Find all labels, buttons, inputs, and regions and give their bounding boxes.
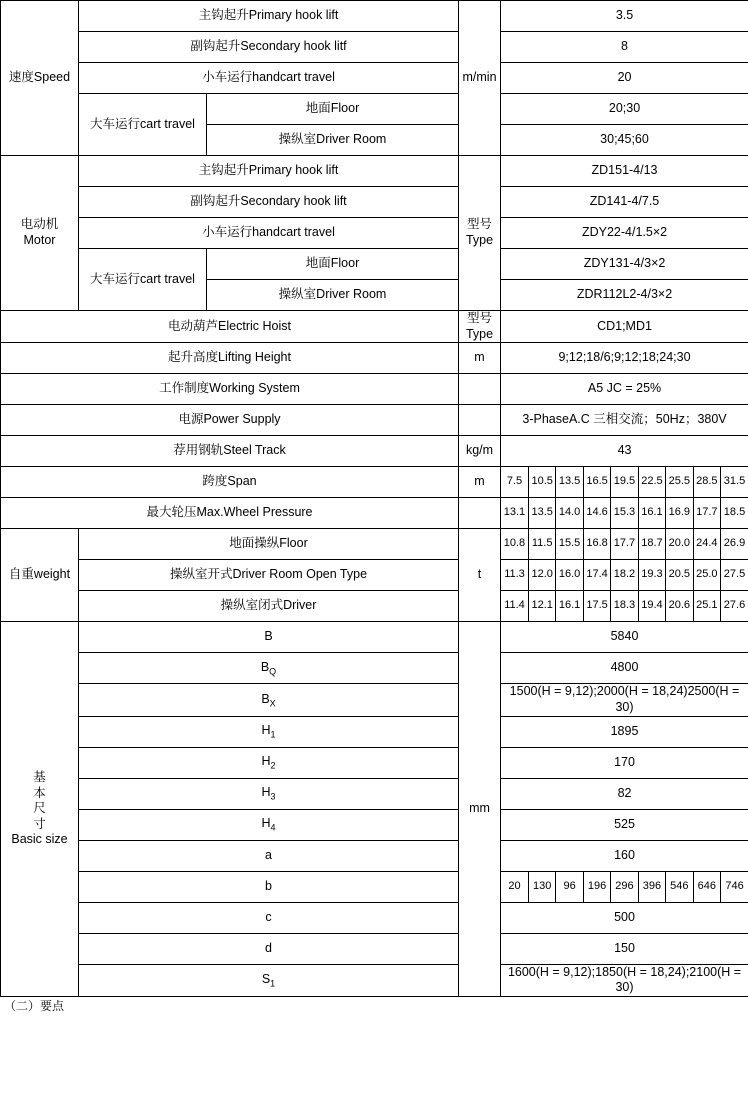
wheel-pressure-values-table bbox=[501, 498, 748, 528]
b-values bbox=[501, 871, 748, 902]
basic-size-char: 基 bbox=[33, 769, 46, 784]
row-value: 3-PhaseA.C 三相交流；50Hz；380V bbox=[501, 405, 748, 436]
cell: 17.4 bbox=[583, 560, 610, 590]
section-label-motor-cn: 电动机 bbox=[20, 217, 59, 232]
table-row bbox=[1, 63, 748, 94]
row-label: 副钩起升Secondary hook lift bbox=[79, 187, 459, 218]
table-row bbox=[1, 1, 748, 32]
cell: 25.1 bbox=[693, 591, 720, 621]
row-label: 主钩起升Primary hook lift bbox=[79, 1, 459, 32]
table-row bbox=[1, 249, 748, 280]
section-label-weight: 自重weight bbox=[1, 529, 79, 622]
unit-cell: m/min bbox=[459, 1, 501, 156]
table-row bbox=[1, 187, 748, 218]
row-label: $S_1$ bbox=[79, 964, 459, 996]
row-label: b bbox=[79, 871, 459, 902]
table-row bbox=[1, 747, 748, 778]
table-row bbox=[1, 94, 748, 125]
cell: 20.6 bbox=[666, 591, 693, 621]
row-label: 副钩起升Secondary hook litf bbox=[79, 32, 459, 63]
section-label-motor bbox=[1, 156, 79, 311]
cell: 17.7 bbox=[611, 529, 638, 559]
row-value: 1600(H = 9,12);1850(H = 18,24);2100(H = 30) bbox=[501, 964, 748, 996]
cell: 96 bbox=[556, 872, 583, 902]
row-label: a bbox=[79, 840, 459, 871]
unit-cell: mm bbox=[459, 622, 501, 997]
table-row bbox=[1, 156, 748, 187]
footer-text: （二）要点 bbox=[4, 998, 65, 1013]
table-row bbox=[1, 840, 748, 871]
row-value: 20;30 bbox=[501, 94, 748, 125]
cell: 31.5 bbox=[723, 475, 746, 488]
cell: 24.4 bbox=[693, 529, 720, 559]
table-row bbox=[1, 498, 748, 529]
cell: 27.5 bbox=[723, 568, 746, 581]
cell: 14.6 bbox=[583, 498, 610, 528]
unit-en: Type bbox=[465, 233, 494, 247]
cell: 18.3 bbox=[611, 591, 638, 621]
cell: 19.4 bbox=[638, 591, 665, 621]
span-values-table bbox=[501, 467, 748, 497]
unit-cn: 型号 bbox=[467, 217, 493, 232]
row-label: 操纵室闭式Driver bbox=[79, 591, 459, 622]
cell: 22.5 bbox=[638, 467, 665, 497]
basic-size-label-en: Basic size bbox=[11, 832, 68, 847]
row-label: c bbox=[79, 902, 459, 933]
table-row bbox=[1, 343, 748, 374]
cell: 19.5 bbox=[611, 467, 638, 497]
row-label: 小车运行handcart travel bbox=[79, 218, 459, 249]
row-value: 3.5 bbox=[501, 1, 748, 32]
row-value: 4800 bbox=[501, 653, 748, 684]
cell: 13.1 bbox=[501, 498, 528, 528]
table-row bbox=[1, 405, 748, 436]
row-sublabel: 地面Floor bbox=[207, 249, 459, 280]
cell: 20.5 bbox=[666, 560, 693, 590]
table-row bbox=[1, 436, 748, 467]
unit-cell: m bbox=[459, 467, 501, 498]
basic-size-char: 本 bbox=[33, 785, 46, 800]
basic-size-char: 尺 bbox=[33, 801, 46, 816]
cell: 18.5 bbox=[723, 506, 746, 519]
table-row bbox=[1, 964, 748, 996]
row-value: ZDY22-4/1.5×2 bbox=[501, 218, 748, 249]
cell: 27.6 bbox=[723, 599, 746, 612]
cell: 18.7 bbox=[638, 529, 665, 559]
cell: 15.3 bbox=[611, 498, 638, 528]
row-value: ZD141-4/7.5 bbox=[501, 187, 748, 218]
cell: 20.0 bbox=[666, 529, 693, 559]
cell: 26.9 bbox=[723, 537, 746, 550]
unit-cell: kg/m bbox=[459, 436, 501, 467]
row-value: 20 bbox=[501, 63, 748, 94]
row-label: 地面操纵Floor bbox=[79, 529, 459, 560]
weight-values bbox=[501, 591, 748, 622]
cell: 20 bbox=[501, 872, 528, 902]
cell: 13.5 bbox=[556, 467, 583, 497]
row-value: 150 bbox=[501, 933, 748, 964]
row-value: 8 bbox=[501, 32, 748, 63]
row-label: $H_1$ bbox=[79, 716, 459, 747]
row-label: $H_3$ bbox=[79, 778, 459, 809]
cell: 14.0 bbox=[556, 498, 583, 528]
table-row bbox=[1, 622, 748, 653]
cell: 17.5 bbox=[583, 591, 610, 621]
row-value: 525 bbox=[501, 809, 748, 840]
row-value: 500 bbox=[501, 902, 748, 933]
cell: 16.5 bbox=[583, 467, 610, 497]
cell: 546 bbox=[666, 872, 693, 902]
cell: 11.4 bbox=[501, 591, 528, 621]
row-label: 最大轮压Max.Wheel Pressure bbox=[1, 498, 459, 529]
row-value: ZD151-4/13 bbox=[501, 156, 748, 187]
section-label-basic-size bbox=[1, 622, 79, 997]
row-label: d bbox=[79, 933, 459, 964]
table-row bbox=[1, 374, 748, 405]
section-label-speed: 速度Speed bbox=[1, 1, 79, 156]
unit-en: Type bbox=[465, 326, 494, 341]
cell: 646 bbox=[693, 872, 720, 902]
cell: 17.7 bbox=[693, 498, 720, 528]
table-row bbox=[1, 591, 748, 622]
table-row bbox=[1, 529, 748, 560]
row-value: A5 JC = 25% bbox=[501, 374, 748, 405]
row-value: 43 bbox=[501, 436, 748, 467]
cell: 19.3 bbox=[638, 560, 665, 590]
row-label: 主钩起升Primary hook lift bbox=[79, 156, 459, 187]
unit-cell bbox=[459, 374, 501, 405]
cell: 16.0 bbox=[556, 560, 583, 590]
row-label: 起升高度Lifting Height bbox=[1, 343, 459, 374]
row-label: 荐用钢轨Steel Track bbox=[1, 436, 459, 467]
row-label: 大车运行cart travel bbox=[79, 94, 207, 156]
row-sublabel: 地面Floor bbox=[207, 94, 459, 125]
basic-size-char: 寸 bbox=[33, 816, 46, 831]
cell: 746 bbox=[725, 879, 744, 892]
b-values-table bbox=[501, 872, 748, 902]
weight-values-table bbox=[501, 529, 748, 559]
cell: 12.1 bbox=[528, 591, 555, 621]
row-label: 跨度Span bbox=[1, 467, 459, 498]
cell: 28.5 bbox=[693, 467, 720, 497]
section-label-motor-en: Motor bbox=[23, 233, 56, 247]
cell: 16.1 bbox=[556, 591, 583, 621]
table-row bbox=[1, 716, 748, 747]
cell: 396 bbox=[638, 872, 665, 902]
cell: 196 bbox=[583, 872, 610, 902]
unit-cell bbox=[459, 156, 501, 311]
table-row bbox=[1, 467, 748, 498]
weight-values-table bbox=[501, 591, 748, 621]
row-label: $B_Q$ bbox=[79, 653, 459, 684]
row-value: 170 bbox=[501, 747, 748, 778]
row-label: 大车运行cart travel bbox=[79, 249, 207, 311]
span-values bbox=[501, 467, 748, 498]
row-label: 工作制度Working System bbox=[1, 374, 459, 405]
table-row bbox=[1, 560, 748, 591]
row-label: $H_2$ bbox=[79, 747, 459, 778]
cell: 11.3 bbox=[501, 560, 528, 590]
weight-values bbox=[501, 529, 748, 560]
table-row bbox=[1, 311, 748, 343]
cell: 10.5 bbox=[528, 467, 555, 497]
row-value: 82 bbox=[501, 778, 748, 809]
row-label: $B_X$ bbox=[79, 684, 459, 716]
row-value: 1895 bbox=[501, 716, 748, 747]
table-row bbox=[1, 684, 748, 716]
unit-cell bbox=[459, 498, 501, 529]
cell: 15.5 bbox=[556, 529, 583, 559]
row-sublabel: 操纵室Driver Room bbox=[207, 280, 459, 311]
cell: 12.0 bbox=[528, 560, 555, 590]
row-value: 5840 bbox=[501, 622, 748, 653]
row-value: 30;45;60 bbox=[501, 125, 748, 156]
wheel-pressure-values bbox=[501, 498, 748, 529]
row-sublabel: 操纵室Driver Room bbox=[207, 125, 459, 156]
row-label: 电动葫芦Electric Hoist bbox=[1, 311, 459, 343]
row-label: B bbox=[79, 622, 459, 653]
row-value: 160 bbox=[501, 840, 748, 871]
cell: 25.0 bbox=[693, 560, 720, 590]
table-row bbox=[1, 32, 748, 63]
row-value: ZDR112L2-4/3×2 bbox=[501, 280, 748, 311]
cell: 25.5 bbox=[666, 467, 693, 497]
cell: 18.2 bbox=[611, 560, 638, 590]
table-row bbox=[1, 871, 748, 902]
cell: 296 bbox=[611, 872, 638, 902]
row-label: $H_4$ bbox=[79, 809, 459, 840]
cell: 16.9 bbox=[666, 498, 693, 528]
cell: 16.8 bbox=[583, 529, 610, 559]
table-row bbox=[1, 778, 748, 809]
row-label: 小车运行handcart travel bbox=[79, 63, 459, 94]
weight-values-table bbox=[501, 560, 748, 590]
cell: 13.5 bbox=[528, 498, 555, 528]
unit-cell: m bbox=[459, 343, 501, 374]
row-value: 9;12;18/6;9;12;18;24;30 bbox=[501, 343, 748, 374]
row-value: CD1;MD1 bbox=[501, 311, 748, 343]
unit-cn: 型号 bbox=[467, 311, 493, 325]
table-row bbox=[1, 653, 748, 684]
row-label: 电源Power Supply bbox=[1, 405, 459, 436]
cell: 130 bbox=[528, 872, 555, 902]
unit-cell: t bbox=[459, 529, 501, 622]
weight-values bbox=[501, 560, 748, 591]
cell: 10.8 bbox=[501, 529, 528, 559]
table-row bbox=[1, 809, 748, 840]
row-label: 操纵室开式Driver Room Open Type bbox=[79, 560, 459, 591]
cell: 16.1 bbox=[638, 498, 665, 528]
row-value: 1500(H = 9,12);2000(H = 18,24)2500(H = 30) bbox=[501, 684, 748, 716]
cell: 11.5 bbox=[528, 529, 555, 559]
unit-cell bbox=[459, 405, 501, 436]
table-row bbox=[1, 933, 748, 964]
row-value: ZDY131-4/3×2 bbox=[501, 249, 748, 280]
table-row bbox=[1, 218, 748, 249]
unit-cell bbox=[459, 311, 501, 343]
table-row bbox=[1, 902, 748, 933]
cell: 7.5 bbox=[501, 467, 528, 497]
